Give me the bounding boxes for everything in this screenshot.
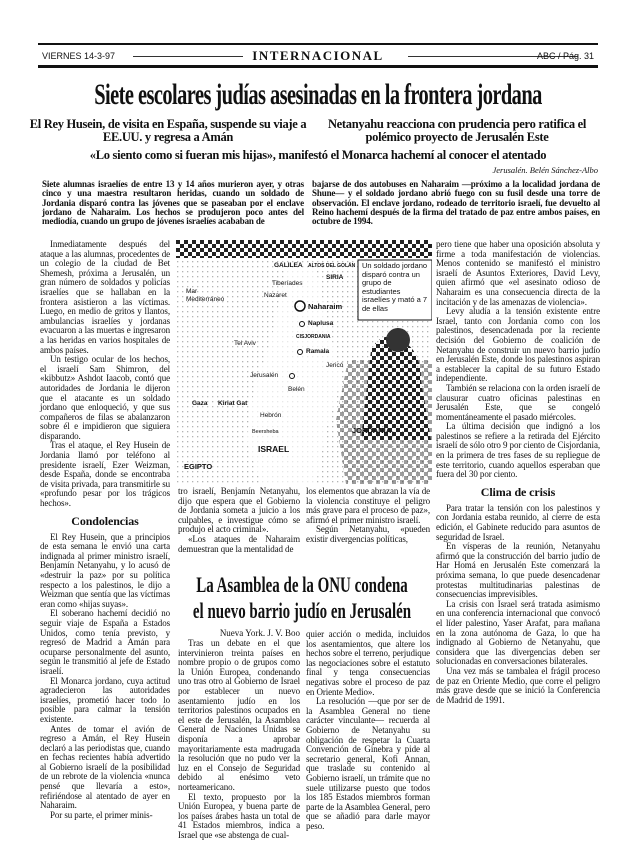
section-title: INTERNACIONAL (252, 48, 384, 63)
main-headline: Siete escolares judías asesinadas en la frontera jordana (94, 78, 542, 111)
column-3 (306, 487, 430, 545)
map-label: GALILEA (274, 262, 303, 269)
paragraph: «Los ataques de Naharaim demuestran que la mentalidad de (178, 533, 300, 554)
paragraph: El soberano hachemí decidió no seguir viaje de España a Estados Unidos, como tenía previsto, y regresó de Madrid a Amán para ocuparse personalmente del asunto, según le transmitió al jefe de Estado israelí. (40, 608, 170, 676)
paragraph: Por su parte, el primer minis- (50, 809, 153, 820)
subheading-condolencias: Condolencias (71, 513, 139, 528)
paragraph: Un testigo ocular de los hechos, el israelí Sam Shimron, del «kibbutz» Ashdot Iaacob, contó que autoridades de Jordania le dijeron que el atacante es un soldado jordano que enloqueció, y que sus compañeros de filas se abalanzaron sobre él e impidieron que siguiera disparando. (40, 354, 170, 441)
paragraph: El texto, propuesto por la Unión Europea, y buena parte de los países árabes hasta un total de 41 Estados miembros, indica a Israel que «se abstenga de cual- (178, 791, 300, 840)
map-label: ALTOS DEL GOLÁN (308, 263, 356, 269)
lead-paragraph-left: Siete alumnas israelíes de entre 13 y 14 años murieron ayer, y otras cinco y una maestra resultaron heridas, cuando un soldado de Jordania disparó contra las jóvenes que se paseaban por el enclave jordano de Naharaim. Los hechos se produjeron poco antes del mediodía, cuando un grupo de jóvenes israelíes acababan de (42, 179, 304, 227)
paragraph: Inmediatamente después del ataque a las alumnas, procedentes de un colegio de la ciudad de Bet Shemesh, próxima a Jerusalén, un gran número de soldados y policías israelíes que se hallaban en la frontera asistieron a las víctimas. Luego, en medio de gritos y llantos, ambulancias israelíes y jordanas evacuaron a las muertas e ingresaron a las heridas en varios hospitales de ambos países. (40, 239, 170, 355)
map-label: Jerusalén (250, 372, 279, 379)
map-label: Mar Mediterráneo (186, 288, 225, 303)
paragraph: tro israelí, Benjamín Netanyahu, dijo que espera que el Gobierno de Jordania someta a juicio a los culpables, e investigue cómo se produjo el acto criminal». (178, 486, 300, 535)
byline: Jerusalén. Belén Sánchez-Albo (492, 165, 598, 175)
paragraph: La resolución —que por ser de la Asamblea General no tiene carácter vinculante— recuerda al Gobierno de Netanyahu su obligación de respetar la Cuarta Convención de Ginebra y pide al secretario general, Kofi Annan, que traslade su contenido al Gobierno israelí, un trámite que no suele utilizarse puesto que todos los 185 Estados miembros forman parte de la Asamblea General, pero que se añadió para darle mayor peso. (306, 696, 430, 831)
paragraph: En vísperas de la reunión, Netanyahu afirmó que la construcción del barrio judío de Har Homá en Jerusalén Este comenzará la próxima semana, lo que puede desencadenar protestas multitudinarias palestinas de consecuencias imprevisibles. (436, 541, 600, 600)
map-label: Kiriat Gat (218, 400, 248, 407)
second-article-headline (193, 572, 411, 624)
column-2 (178, 487, 300, 554)
map-label-naharaim: Naharaim (308, 302, 343, 311)
quote-headline: «Lo siento como si fueran mis hijas», manifestó el Monarca hachemí al conocer el atentado (89, 148, 547, 162)
map-label: JORDANIA (352, 426, 392, 435)
subheading-clima-de-crisis: Clima de crisis (480, 484, 556, 499)
map-label: Hebrón (260, 412, 282, 419)
headline-line: el nuevo barrio judío en Jerusalén (192, 598, 412, 623)
map-label: Tiberíades (272, 280, 303, 287)
map-label: Naplusa (308, 320, 334, 327)
map-label-israel: ISRAEL (258, 444, 290, 454)
column-1 (40, 240, 170, 820)
paragraph: Según Netanyahu, «pueden existir divergencias políticas, (306, 524, 430, 544)
paragraph: Una vez más se tambalea el frágil proceso de paz en Oriente Medio, que corre el peligro más grave desde que se inició la Conferencia de Madrid de 1991. (436, 665, 600, 705)
map-graphic (176, 240, 432, 484)
map-label: Beersheba (252, 429, 279, 435)
map-label: CISJORDANIA (296, 334, 331, 340)
map-label: SIRIA (326, 274, 344, 281)
paragraph: Para tratar la tensión con los palestinos y con Jordania estaba reunido, al cierre de esta edición, el Gabinete reducido para asuntos de seguridad de Israel. (436, 502, 600, 542)
map-caption: Un soldado jordano disparó contra un grupo de estudiantes israelíes y mató a 7 de ellas (362, 261, 428, 313)
column-4 (436, 240, 600, 705)
second-article-byline: Nueva York. J. V. Boo (219, 628, 300, 638)
map-label: EGIPTO (184, 462, 213, 471)
paragraph: quier acción o medida, incluidos los asentamientos, que altere los hechos sobre el terreno, perjudique las negociaciones sobre el estatuto final y tenga consecuencias negativas sobre el proceso de paz en Oriente Medio». (306, 629, 430, 697)
paragraph: La última decisión que indignó a los palestinos se refiere a la retirada del Ejército israelí de sólo otro 9 por ciento de Cisjordania, en la primera de tres fases de su repliegue de este territorio, cuando aquellos esperaban que fuera del 30 por ciento. (436, 421, 600, 480)
paragraph: También se relaciona con la orden israelí de clausurar cuatro oficinas palestinas en Jerusalén Este, que se congeló momentáneamente el pasado miércoles. (436, 382, 600, 422)
subhead-right: Netanyahu reacciona con prudencia pero ratifica el polémico proyecto de Jerusalén Este (327, 117, 587, 144)
headline-line: La Asamblea de la ONU condena (196, 572, 408, 597)
map-label: Gaza (192, 400, 208, 407)
lead-paragraph-right: bajarse de dos autobuses en Naharaim —próximo a la localidad jordana de Shune— y el soldado jordano abrió fuego con su fusil desde una torre de observación. El enclave jordano, rodeado de territorio israelí, fue devuelto al Reino hachemí después de la firma del tratado de paz entre ambos países, en octubre de 1994. (312, 179, 600, 227)
paragraph: Tras un debate en el que intervinieron treinta países en nombre propio o de grupos como la Unión Europea, condenando uno tras otro al Gobierno de Israel por establecer un nuevo asentamiento judío en los territorios palestinos ocupados en el este de Jerusalén, la Asamblea General de Naciones Unidas se disponía a aprobar mayoritariamente esta madrugada la resolución que no pudo ver la luz en el Consejo de Seguridad debido al enésimo veto norteamericano. (178, 638, 300, 792)
map-label: Nazaret (264, 292, 287, 299)
map-label: Tel Aviv (234, 340, 256, 347)
paragraph: La crisis con Israel será tratada asimismo en una conferencia internacional que convocó el líder palestino, Yaser Arafat, para mañana en la zona autónoma de Gaza, lo que ha indignado al Gobierno de Netanyahu, que considera que las divergencias deben ser solucionadas en conversaciones bilaterales. (436, 598, 600, 667)
issue-date: VIERNES 14-3-97 (42, 51, 116, 61)
paragraph: El Monarca jordano, cuya actitud agradecieron las autoridades israelíes, prometió hacer todo lo posible para calmar la tensión existente. (40, 675, 170, 724)
paragraph: El Rey Husein, que a principios de esta semana le envió una carta indignada al primer ministro israelí, Benjamín Netanyahu, y lo acusó de «destruir la paz» por su política respecto a los palestinos, le dijo a Weizman que sentía que las víctimas eran como «hijas suyas». (40, 531, 170, 609)
map-label: Jericó (326, 362, 344, 369)
paragraph: Antes de tomar el avión de regreso a Amán, el Rey Husein declaró a las periodistas que, cuando en fechas recientes había advertido al Gobierno israelí de la posibilidad de un rebrote de la violencia «nunca pensé que llevaría a esto», refiriéndose al atentado de ayer en Naharaim. (40, 723, 170, 811)
subhead-left: El Rey Husein, de visita en España, suspende su viaje a EE.UU. y regresa a Amán (29, 117, 307, 144)
map-labels (176, 240, 432, 484)
map-label: Ramala (306, 348, 330, 355)
page-number: ABC / Pág. 31 (536, 51, 594, 61)
paragraph: Tras el ataque, el Rey Husein de Jordania llamó por teléfono al presidente israelí, Ezer Weizman, desde España, donde se encontraba de visita privada, para transmitirle su «profundo pesar por los trágicos hechos». (40, 440, 170, 509)
map-label: Belén (288, 386, 305, 393)
second-article-column-b (306, 630, 430, 831)
section-header-bar (38, 43, 598, 68)
paragraph: Levy aludía a la tensión existente entre Israel, tanto con Jordania como con los palestinos, desencadenada por la reciente decisión del Gobierno de coalición de Netanyahu de construir un nuevo barrio judío en Jerusalén Este, donde los palestinos aspiran a establecer la capital de su futuro Estado independiente. (436, 306, 600, 384)
paragraph: pero tiene que haber una oposición absoluta y firme a toda manifestación de violencias. Menos contenido se manifestó el ministro israelí de Asuntos Exteriores, David Levy, quien afirmó que «el asesinato odioso de Naharaim es una consecuencia directa de la incitación y de las amenazas de violencia». (436, 239, 600, 307)
second-article-column-a (178, 639, 300, 840)
paragraph: los elementos que abrazan la vía de la violencia constituye el peligro más grave para el proceso de paz», afirmó el primer ministro israelí. (306, 486, 430, 525)
